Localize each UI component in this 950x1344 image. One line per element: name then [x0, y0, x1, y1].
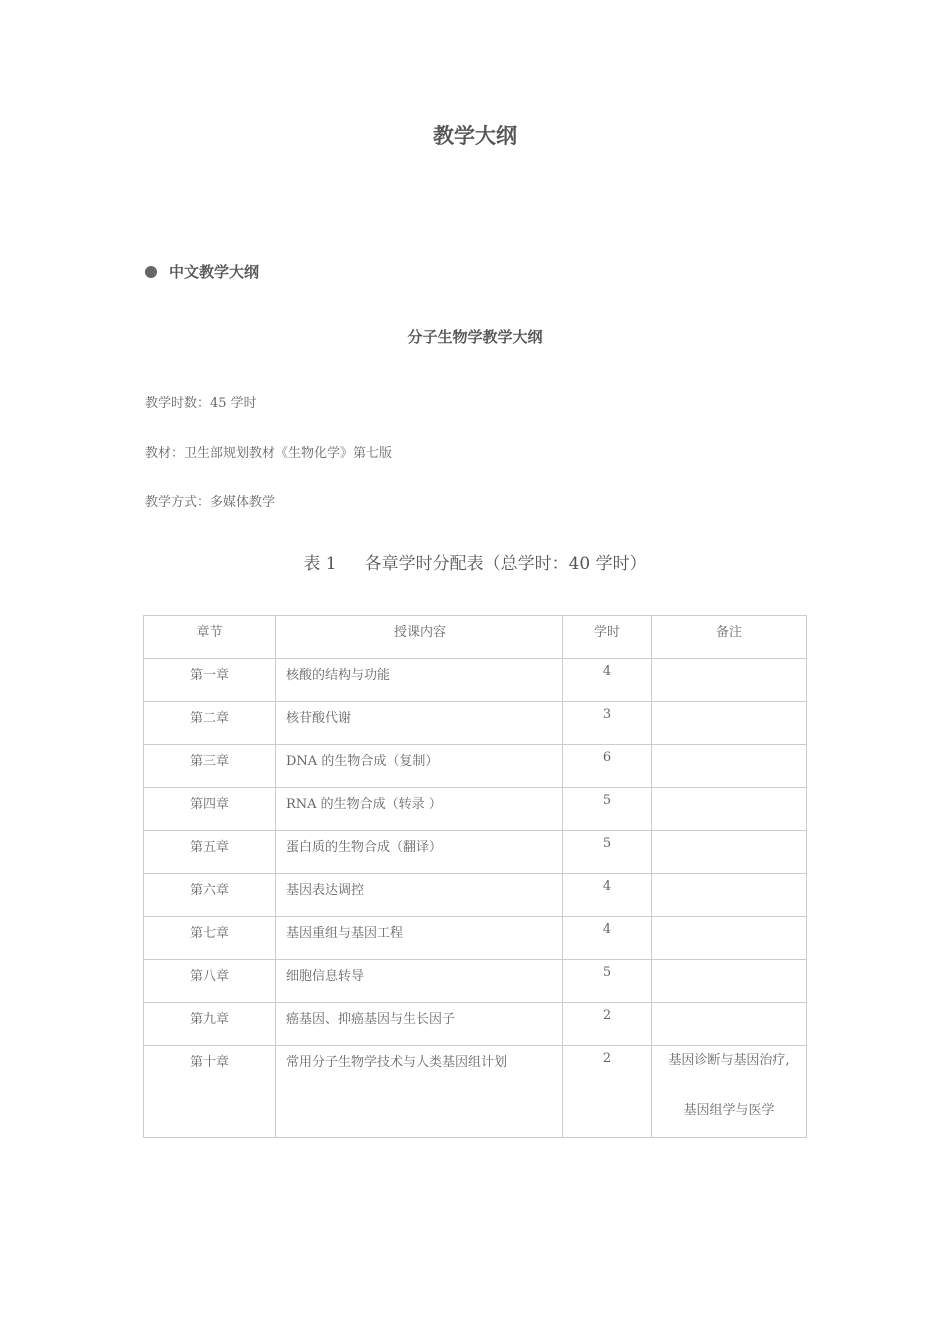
cell-note	[652, 659, 807, 702]
cell-note	[652, 788, 807, 831]
header-note: 备注	[652, 616, 807, 659]
cell-hours: 3	[563, 702, 652, 745]
cell-chapter: 第三章	[144, 745, 276, 788]
cell-note	[652, 1046, 807, 1138]
cell-hours: 6	[563, 745, 652, 788]
cell-hours: 5	[563, 831, 652, 874]
teaching-method: 教学方式：多媒体教学	[145, 495, 276, 510]
table-row	[144, 874, 807, 917]
cell-chapter: 第四章	[144, 788, 276, 831]
cell-hours: 4	[563, 659, 652, 702]
bullet-icon	[145, 266, 157, 278]
header-hours: 学时	[563, 616, 652, 659]
cell-hours: 2	[563, 1046, 652, 1138]
cell-hours: 4	[563, 874, 652, 917]
table-row	[144, 788, 807, 831]
cell-content: 细胞信息转导	[276, 960, 563, 1003]
table-row	[144, 1003, 807, 1046]
cell-note	[652, 960, 807, 1003]
cell-hours: 5	[563, 960, 652, 1003]
cell-content: 癌基因、抑癌基因与生长因子	[276, 1003, 563, 1046]
cell-note	[652, 874, 807, 917]
table-row	[144, 1046, 807, 1138]
table-header-row	[144, 616, 807, 659]
table-row	[144, 831, 807, 874]
cell-hours: 4	[563, 917, 652, 960]
cell-chapter: 第十章	[144, 1046, 276, 1138]
section-heading-text: 中文教学大纲	[169, 263, 260, 281]
cell-note	[652, 1003, 807, 1046]
cell-note	[652, 831, 807, 874]
document-title: 教学大纲	[433, 124, 517, 148]
teaching-hours: 教学时数：45 学时	[145, 396, 257, 411]
cell-chapter: 第九章	[144, 1003, 276, 1046]
cell-content: 蛋白质的生物合成（翻译）	[276, 831, 563, 874]
cell-content: RNA 的生物合成（转录 ）	[276, 788, 563, 831]
table-row	[144, 745, 807, 788]
table-caption-number: 表 1	[303, 554, 337, 574]
cell-chapter: 第一章	[144, 659, 276, 702]
course-title: 分子生物学教学大纲	[407, 328, 543, 346]
table-row	[144, 960, 807, 1003]
cell-note	[652, 702, 807, 745]
textbook: 教材：卫生部规划教材《生物化学》第七版	[145, 446, 393, 461]
note-line-1: 基因诊断与基因治疗,	[668, 1053, 790, 1068]
hours-allocation-table	[143, 615, 807, 1138]
cell-chapter: 第八章	[144, 960, 276, 1003]
cell-hours: 2	[563, 1003, 652, 1046]
cell-content: 基因重组与基因工程	[276, 917, 563, 960]
cell-hours: 5	[563, 788, 652, 831]
cell-note	[652, 745, 807, 788]
header-content: 授课内容	[276, 616, 563, 659]
header-chapter: 章节	[144, 616, 276, 659]
note-line-2: 基因组学与医学	[683, 1103, 775, 1118]
cell-note	[652, 917, 807, 960]
cell-content: 核酸的结构与功能	[276, 659, 563, 702]
section-heading	[145, 261, 259, 282]
cell-content: 基因表达调控	[276, 874, 563, 917]
table-row	[144, 702, 807, 745]
cell-chapter: 第五章	[144, 831, 276, 874]
cell-content: 常用分子生物学技术与人类基因组计划	[276, 1046, 563, 1138]
cell-content: DNA 的生物合成（复制）	[276, 745, 563, 788]
table-caption	[0, 549, 950, 574]
cell-chapter: 第七章	[144, 917, 276, 960]
table-row	[144, 917, 807, 960]
cell-content: 核苷酸代谢	[276, 702, 563, 745]
cell-chapter: 第二章	[144, 702, 276, 745]
table-caption-text: 各章学时分配表（总学时：40 学时）	[364, 554, 647, 574]
table-row	[144, 659, 807, 702]
cell-chapter: 第六章	[144, 874, 276, 917]
